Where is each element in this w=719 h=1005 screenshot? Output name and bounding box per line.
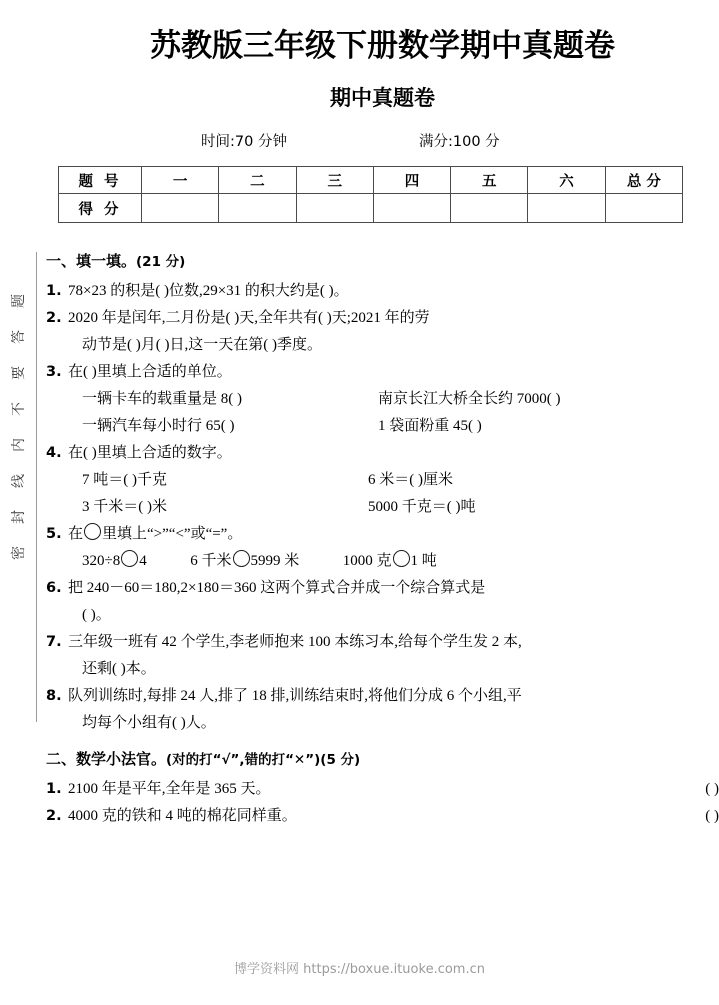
question-text: 4000 克的铁和 4 吨的棉花同样重。	[68, 808, 297, 824]
question-number: 8.	[46, 688, 62, 704]
score-table-cell: 六	[528, 167, 605, 194]
expr-3-right: 1 吨	[410, 553, 437, 569]
question-text: 2020 年是闰年,二月份是( )天,全年共有( )天;2021 年的劳	[68, 310, 430, 326]
seal-char: 线	[11, 474, 27, 488]
subitem-right: 1 袋面粉重 45( )	[378, 418, 482, 434]
section-heading-1	[46, 249, 719, 274]
score-table-cell: 一	[142, 167, 219, 194]
question-text: 在( )里填上合适的单位。	[68, 364, 232, 380]
exam-page	[46, 0, 719, 1005]
expr-1-right: 4	[139, 553, 147, 569]
score-input-cell[interactable]	[528, 194, 605, 223]
score-input-cell[interactable]	[373, 194, 450, 223]
question-number: 1.	[46, 283, 62, 299]
sealing-line-strip	[0, 0, 46, 1005]
seal-char: 不	[11, 402, 27, 416]
expr-1-left: 320÷8	[82, 553, 121, 569]
score-table-cell: 得 分	[59, 194, 142, 223]
subitem-right: 5000 千克＝( )吨	[368, 499, 476, 515]
question-text: 三年级一班有 42 个学生,李老师抱来 100 本练习本,给每个学生发 2 本,	[68, 634, 522, 650]
sealing-line-rule	[36, 252, 37, 722]
question-1-2	[46, 305, 719, 359]
score-table	[58, 166, 683, 223]
question-1-3-row-a	[68, 386, 719, 413]
seal-char: 内	[11, 438, 27, 452]
expr-2-left: 6 千米	[190, 553, 232, 569]
question-1-8	[46, 683, 719, 737]
seal-char: 密	[11, 546, 27, 560]
subitem-left: 一辆汽车每小时行 65( )	[82, 418, 235, 434]
section-points: (21 分)	[136, 254, 186, 270]
score-table-cell: 五	[451, 167, 528, 194]
question-number: 2.	[46, 808, 62, 824]
question-text-line2: 动节是( )月( )日,这一天在第( )季度。	[82, 337, 322, 353]
question-1-1	[46, 278, 719, 305]
expr-2-right: 5999 米	[250, 553, 300, 569]
question-number: 1.	[46, 781, 62, 797]
questions-body	[46, 249, 719, 830]
seal-char: 封	[11, 510, 27, 524]
expr-3	[343, 553, 437, 569]
blank-circle-icon[interactable]	[121, 550, 138, 567]
question-text: 在( )里填上合适的数字。	[68, 445, 232, 461]
answer-blank[interactable]: ( )	[705, 781, 719, 797]
expr-2	[190, 553, 299, 569]
question-text-line2: 还剩( )本。	[82, 661, 156, 677]
seal-char: 题	[11, 294, 27, 308]
section-heading-2	[46, 747, 719, 772]
question-number: 7.	[46, 634, 62, 650]
score-table-cell: 二	[219, 167, 296, 194]
question-1-5	[46, 521, 719, 575]
question-1-4-row-b	[68, 494, 719, 521]
section-heading-text: 一、填一填。	[46, 252, 137, 270]
question-2-1	[46, 776, 719, 803]
page-subtitle: 期中真题卷	[330, 86, 435, 110]
section-instruction: (对的打“√”,错的打“✕”)(5 分)	[166, 752, 361, 768]
question-1-7	[46, 629, 719, 683]
question-text: 队列训练时,每排 24 人,排了 18 排,训练结束时,将他们分成 6 个小组,平	[68, 688, 522, 704]
question-1-4	[46, 440, 719, 521]
exam-meta	[46, 130, 719, 152]
subitem-left: 一辆卡车的载重量是 8( )	[82, 391, 242, 407]
subitem-right: 6 米＝( )厘米	[368, 472, 453, 488]
score-table-cell: 四	[373, 167, 450, 194]
blank-circle-icon[interactable]	[393, 550, 410, 567]
question-1-5-expressions	[68, 548, 719, 575]
score-input-cell[interactable]	[219, 194, 296, 223]
question-1-4-row-a	[68, 467, 719, 494]
score-table-cell: 总 分	[605, 167, 682, 194]
question-text	[68, 521, 719, 548]
score-input-cell[interactable]	[142, 194, 219, 223]
expr-1	[82, 553, 147, 569]
sealing-line-text	[8, 294, 30, 560]
score-table-cell: 题 号	[59, 167, 142, 194]
table-row	[59, 194, 683, 223]
q5-suffix: 里填上“>”“<”或“=”。	[102, 526, 243, 542]
question-text-line2: 均每个小组有( )人。	[82, 715, 216, 731]
question-number: 2.	[46, 310, 62, 326]
question-number: 4.	[46, 445, 62, 461]
question-text: 78×23 的积是( )位数,29×31 的积大约是( )。	[68, 283, 349, 299]
exam-duration: 时间:70 分钟	[201, 134, 287, 150]
question-1-3	[46, 359, 719, 440]
answer-blank[interactable]: ( )	[705, 808, 719, 824]
score-input-cell[interactable]	[296, 194, 373, 223]
question-text: 把 240－60＝180,2×180＝360 这两个算式合并成一个综合算式是	[68, 580, 486, 596]
question-1-3-row-b	[68, 413, 719, 440]
score-input-cell[interactable]	[451, 194, 528, 223]
blank-circle-icon[interactable]	[233, 550, 250, 567]
question-number: 5.	[46, 526, 62, 542]
subitem-left: 3 千米＝( )米	[82, 499, 167, 515]
question-text-line2: ( )。	[82, 607, 111, 623]
table-row	[59, 167, 683, 194]
question-1-6	[46, 575, 719, 629]
question-text: 2100 年是平年,全年是 365 天。	[68, 781, 271, 797]
exam-total-score: 满分:100 分	[419, 134, 500, 150]
watermark: 博学资料网 https://boxue.ituoke.com.cn	[234, 962, 485, 977]
score-table-cell: 三	[296, 167, 373, 194]
subitem-left: 7 吨＝( )千克	[82, 472, 167, 488]
seal-char: 要	[11, 366, 27, 380]
expr-3-left: 1000 克	[342, 553, 392, 569]
score-input-cell[interactable]	[605, 194, 682, 223]
question-number: 6.	[46, 580, 62, 596]
section-heading-text: 二、数学小法官。	[46, 750, 167, 768]
page-title: 苏教版三年级下册数学期中真题卷	[150, 28, 615, 64]
blank-circle-icon[interactable]	[84, 523, 101, 540]
question-2-2	[46, 803, 719, 830]
subitem-right: 南京长江大桥全长约 7000( )	[378, 391, 561, 407]
question-number: 3.	[46, 364, 62, 380]
q5-prefix: 在	[68, 526, 84, 542]
seal-char: 答	[11, 330, 27, 344]
